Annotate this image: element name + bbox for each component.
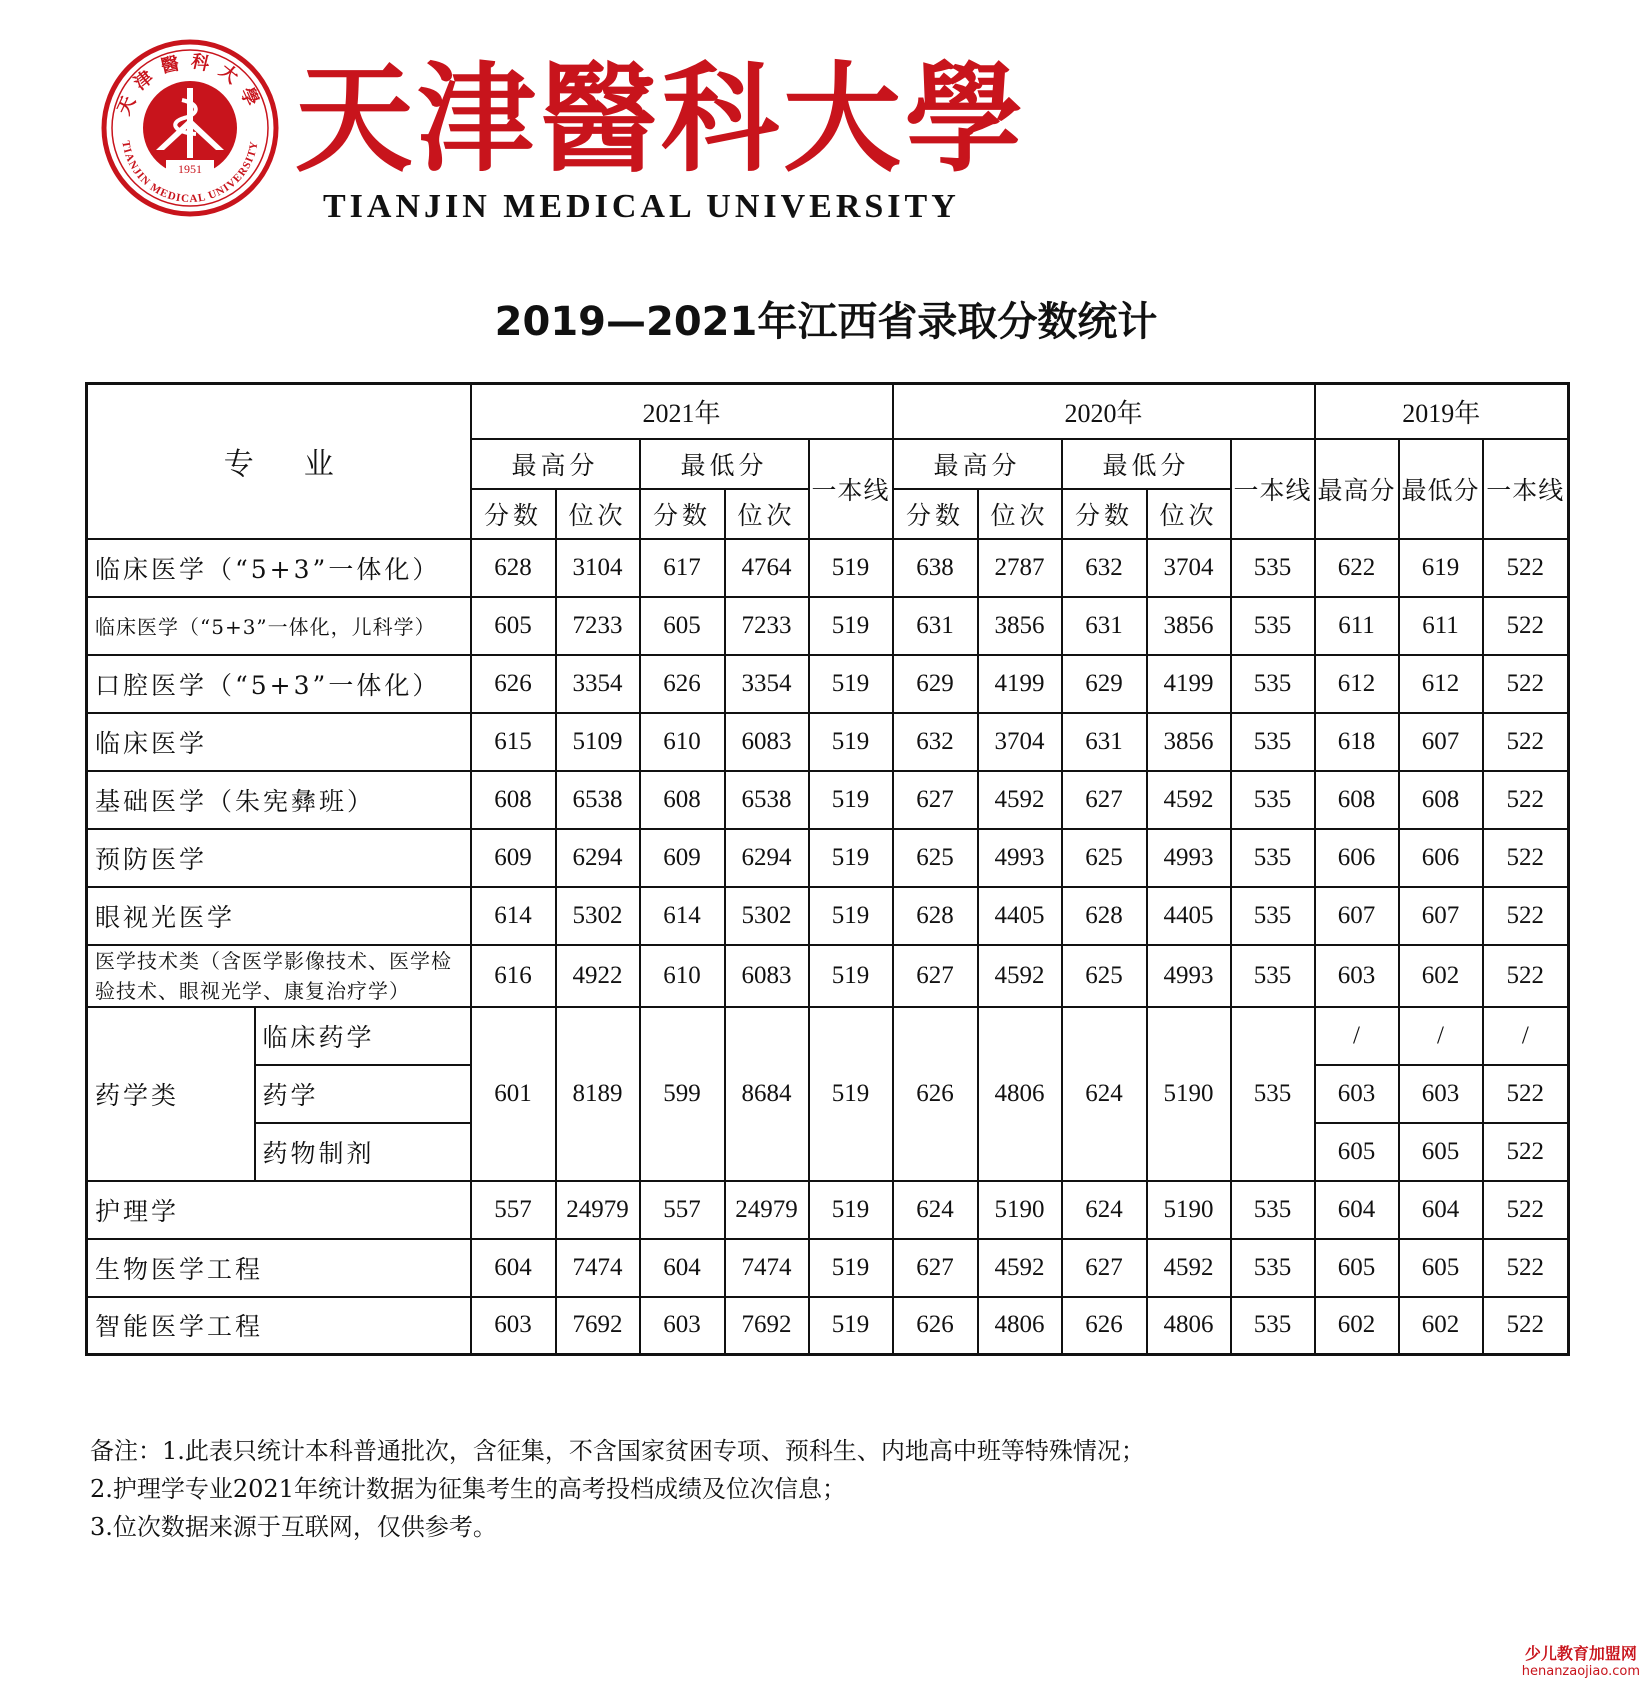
score-cell: 522: [1483, 1065, 1569, 1123]
score-cell: 606: [1315, 829, 1399, 887]
svg-text:天津醫科大學: 天津醫科大學: [113, 50, 267, 119]
university-header: [100, 38, 1028, 228]
score-cell: 5109: [556, 713, 640, 771]
score-cell: 535: [1231, 887, 1315, 945]
score-cell: 628: [471, 539, 556, 597]
score-cell: 522: [1483, 1181, 1569, 1239]
table-row: [87, 539, 1569, 597]
score-cell: 624: [1062, 1181, 1147, 1239]
score-cell: 624: [893, 1181, 978, 1239]
major-group-cell: 药学类: [87, 1007, 255, 1181]
score-cell: 3104: [556, 539, 640, 597]
score-cell: 522: [1483, 655, 1569, 713]
score-cell: 6538: [556, 771, 640, 829]
university-name-en: TIANJIN MEDICAL UNIVERSITY: [323, 188, 960, 225]
score-cell: 605: [1315, 1239, 1399, 1297]
score-cell: 3704: [978, 713, 1062, 771]
score-cell: 535: [1231, 1007, 1315, 1181]
score-cell: 599: [640, 1007, 725, 1181]
major-name-cell: 医学技术类（含医学影像技术、医学检验技术、眼视光学、康复治疗学）: [87, 945, 471, 1007]
score-cell: 535: [1231, 771, 1315, 829]
lowest-score-header: 最低分: [1399, 439, 1483, 539]
major-name-cell: 护理学: [87, 1181, 471, 1239]
university-seal-icon: [100, 38, 280, 218]
year-header-2019: 2019年: [1315, 384, 1569, 439]
score-cell: 6083: [725, 713, 809, 771]
score-cell: 608: [640, 771, 725, 829]
highest-score-header: 最高分: [1315, 439, 1399, 539]
score-cell: 631: [1062, 713, 1147, 771]
score-cell: 7233: [725, 597, 809, 655]
score-cell: 602: [1315, 1297, 1399, 1355]
table-row: [87, 1297, 1569, 1355]
score-subheader: 分数: [640, 489, 725, 539]
footnote-1: 备注：1.此表只统计本科普通批次，含征集，不含国家贫困专项、预科生、内地高中班等特殊情况；: [90, 1437, 1145, 1465]
sub-major-name-cell: 药物制剂: [255, 1123, 471, 1181]
score-cell: 610: [640, 945, 725, 1007]
score-cell: 3856: [978, 597, 1062, 655]
tier-line-header: 一本线: [1483, 439, 1569, 539]
score-cell: 7692: [556, 1297, 640, 1355]
score-cell: 628: [893, 887, 978, 945]
score-cell: 4592: [978, 945, 1062, 1007]
score-cell: 3354: [556, 655, 640, 713]
sub-major-name-cell: 临床药学: [255, 1007, 471, 1065]
footnote-3: 3.位次数据来源于互联网，仅供参考。: [90, 1513, 497, 1541]
highest-score-header: 最高分: [471, 439, 640, 489]
score-cell: 535: [1231, 1181, 1315, 1239]
score-cell: /: [1483, 1007, 1569, 1065]
score-cell: 632: [893, 713, 978, 771]
score-cell: 601: [471, 1007, 556, 1181]
rank-subheader: 位次: [725, 489, 809, 539]
tier-line-header: 一本线: [1231, 439, 1315, 539]
score-cell: 5302: [725, 887, 809, 945]
score-cell: 7692: [725, 1297, 809, 1355]
score-cell: 519: [809, 945, 893, 1007]
score-cell: 519: [809, 713, 893, 771]
score-cell: 603: [1315, 945, 1399, 1007]
score-cell: 535: [1231, 829, 1315, 887]
lowest-score-header: 最低分: [1062, 439, 1231, 489]
score-cell: 519: [809, 1239, 893, 1297]
score-cell: 4405: [978, 887, 1062, 945]
score-cell: 624: [1062, 1007, 1147, 1181]
score-cell: 604: [1315, 1181, 1399, 1239]
score-cell: 604: [640, 1239, 725, 1297]
score-cell: 627: [893, 771, 978, 829]
score-cell: 8189: [556, 1007, 640, 1181]
table-row: [87, 771, 1569, 829]
score-cell: 519: [809, 887, 893, 945]
score-cell: 609: [640, 829, 725, 887]
score-cell: 535: [1231, 655, 1315, 713]
highest-score-header: 最高分: [893, 439, 1062, 489]
score-cell: 626: [640, 655, 725, 713]
score-cell: 522: [1483, 1239, 1569, 1297]
tier-line-header: 一本线: [809, 439, 893, 539]
score-cell: 519: [809, 597, 893, 655]
score-cell: 4592: [978, 1239, 1062, 1297]
score-cell: 535: [1231, 597, 1315, 655]
score-cell: 629: [893, 655, 978, 713]
major-name-cell: 眼视光医学: [87, 887, 471, 945]
score-cell: 628: [1062, 887, 1147, 945]
score-subheader: 分数: [893, 489, 978, 539]
table-row: [87, 655, 1569, 713]
major-name-cell: 智能医学工程: [87, 1297, 471, 1355]
score-cell: 627: [893, 1239, 978, 1297]
major-name-cell: 预防医学: [87, 829, 471, 887]
table-row: [87, 829, 1569, 887]
score-cell: 631: [893, 597, 978, 655]
score-cell: 519: [809, 655, 893, 713]
document-title: 2019—2021年江西省录取分数统计: [494, 299, 1158, 345]
score-cell: 535: [1231, 1239, 1315, 1297]
table-row: [87, 887, 1569, 945]
score-cell: 608: [1315, 771, 1399, 829]
score-cell: 627: [1062, 771, 1147, 829]
score-cell: 519: [809, 1181, 893, 1239]
score-cell: 4405: [1147, 887, 1231, 945]
score-cell: 4592: [978, 771, 1062, 829]
score-cell: 5190: [978, 1181, 1062, 1239]
major-column-header: 专业: [87, 384, 471, 539]
major-name-cell: 临床医学（“5+3”一体化，儿科学）: [87, 597, 471, 655]
table-row: [87, 1007, 1569, 1065]
score-cell: 519: [809, 1007, 893, 1181]
site-watermark: [1518, 1639, 1644, 1681]
watermark-url: henanzaojiao.com: [1521, 1664, 1640, 1679]
score-cell: 535: [1231, 945, 1315, 1007]
table-row: [87, 1181, 1569, 1239]
major-name-cell: 生物医学工程: [87, 1239, 471, 1297]
score-cell: 4199: [1147, 655, 1231, 713]
score-cell: 604: [1399, 1181, 1483, 1239]
score-subheader: 分数: [471, 489, 556, 539]
year-header-2021: 2021年: [471, 384, 893, 439]
score-cell: 3704: [1147, 539, 1231, 597]
score-cell: 557: [471, 1181, 556, 1239]
score-cell: 519: [809, 771, 893, 829]
score-cell: 627: [893, 945, 978, 1007]
admission-score-table: [85, 382, 1570, 1356]
score-cell: 4806: [1147, 1297, 1231, 1355]
score-cell: 625: [893, 829, 978, 887]
major-name-cell: 口腔医学（“5+3”一体化）: [87, 655, 471, 713]
footnotes: [90, 1432, 1570, 1546]
score-cell: 603: [1315, 1065, 1399, 1123]
table-row: [87, 713, 1569, 771]
svg-text:1951: 1951: [178, 162, 202, 176]
score-cell: 519: [809, 539, 893, 597]
score-cell: 606: [1399, 829, 1483, 887]
year-header-2020: 2020年: [893, 384, 1315, 439]
score-cell: 631: [1062, 597, 1147, 655]
score-cell: 4806: [978, 1007, 1062, 1181]
score-cell: 522: [1483, 945, 1569, 1007]
footnote-2: 2.护理学专业2021年统计数据为征集考生的高考投档成绩及位次信息；: [90, 1475, 846, 1503]
score-cell: 522: [1483, 887, 1569, 945]
score-cell: 557: [640, 1181, 725, 1239]
score-cell: 626: [1062, 1297, 1147, 1355]
score-cell: 603: [640, 1297, 725, 1355]
score-cell: 614: [471, 887, 556, 945]
score-cell: 522: [1483, 829, 1569, 887]
score-cell: 603: [471, 1297, 556, 1355]
score-cell: 605: [640, 597, 725, 655]
table-row: [87, 945, 1569, 1007]
score-cell: 604: [471, 1239, 556, 1297]
score-cell: 612: [1315, 655, 1399, 713]
score-subheader: 分数: [1062, 489, 1147, 539]
score-cell: 603: [1399, 1065, 1483, 1123]
rank-subheader: 位次: [1147, 489, 1231, 539]
score-cell: 616: [471, 945, 556, 1007]
score-cell: 4993: [1147, 945, 1231, 1007]
score-cell: 3856: [1147, 597, 1231, 655]
score-cell: 607: [1315, 887, 1399, 945]
score-cell: 5190: [1147, 1181, 1231, 1239]
score-cell: 522: [1483, 539, 1569, 597]
score-cell: 605: [1399, 1123, 1483, 1181]
score-cell: 522: [1483, 1297, 1569, 1355]
score-cell: /: [1399, 1007, 1483, 1065]
score-cell: /: [1315, 1007, 1399, 1065]
score-cell: 8684: [725, 1007, 809, 1181]
score-cell: 625: [1062, 945, 1147, 1007]
table-row: [87, 597, 1569, 655]
score-cell: 6538: [725, 771, 809, 829]
score-cell: 4764: [725, 539, 809, 597]
score-cell: 626: [893, 1297, 978, 1355]
score-cell: 6294: [725, 829, 809, 887]
score-cell: 4592: [1147, 771, 1231, 829]
score-cell: 627: [1062, 1239, 1147, 1297]
score-cell: 607: [1399, 713, 1483, 771]
score-cell: 522: [1483, 771, 1569, 829]
score-cell: 2787: [978, 539, 1062, 597]
score-cell: 622: [1315, 539, 1399, 597]
score-cell: 602: [1399, 945, 1483, 1007]
score-cell: 617: [640, 539, 725, 597]
rank-subheader: 位次: [556, 489, 640, 539]
score-cell: 611: [1399, 597, 1483, 655]
score-cell: 4592: [1147, 1239, 1231, 1297]
score-cell: 6083: [725, 945, 809, 1007]
score-cell: 610: [640, 713, 725, 771]
score-cell: 4922: [556, 945, 640, 1007]
score-cell: 611: [1315, 597, 1399, 655]
score-cell: 4199: [978, 655, 1062, 713]
score-cell: 7474: [556, 1239, 640, 1297]
score-cell: 608: [1399, 771, 1483, 829]
sub-major-name-cell: 药学: [255, 1065, 471, 1123]
score-cell: 5190: [1147, 1007, 1231, 1181]
score-cell: 605: [1315, 1123, 1399, 1181]
score-cell: 607: [1399, 887, 1483, 945]
score-cell: 519: [809, 829, 893, 887]
major-name-cell: 临床医学: [87, 713, 471, 771]
major-name-cell: 基础医学（朱宪彝班）: [87, 771, 471, 829]
score-cell: 535: [1231, 1297, 1315, 1355]
score-cell: 535: [1231, 713, 1315, 771]
score-cell: 626: [471, 655, 556, 713]
score-cell: 609: [471, 829, 556, 887]
score-cell: 522: [1483, 1123, 1569, 1181]
score-cell: 3856: [1147, 713, 1231, 771]
score-cell: 615: [471, 713, 556, 771]
rank-subheader: 位次: [978, 489, 1062, 539]
score-cell: 632: [1062, 539, 1147, 597]
score-cell: 602: [1399, 1297, 1483, 1355]
score-cell: 638: [893, 539, 978, 597]
score-cell: 614: [640, 887, 725, 945]
score-cell: 522: [1483, 597, 1569, 655]
score-cell: 605: [471, 597, 556, 655]
svg-text:TIANJIN MEDICAL UNIVERSITY: TIANJIN MEDICAL UNIVERSITY: [119, 139, 261, 206]
score-cell: 519: [809, 1297, 893, 1355]
university-name-cn: 天津醫科大學: [295, 49, 1028, 188]
score-cell: 625: [1062, 829, 1147, 887]
score-cell: 4993: [978, 829, 1062, 887]
score-cell: 24979: [725, 1181, 809, 1239]
score-cell: 612: [1399, 655, 1483, 713]
score-cell: 608: [471, 771, 556, 829]
table-row: [87, 1239, 1569, 1297]
score-cell: 629: [1062, 655, 1147, 713]
score-cell: 4806: [978, 1297, 1062, 1355]
score-cell: 4993: [1147, 829, 1231, 887]
score-cell: 7233: [556, 597, 640, 655]
score-cell: 7474: [725, 1239, 809, 1297]
score-cell: 619: [1399, 539, 1483, 597]
score-cell: 24979: [556, 1181, 640, 1239]
score-cell: 522: [1483, 713, 1569, 771]
watermark-text: 少儿教育加盟网: [1524, 1644, 1637, 1663]
score-cell: 3354: [725, 655, 809, 713]
score-cell: 605: [1399, 1239, 1483, 1297]
lowest-score-header: 最低分: [640, 439, 809, 489]
major-name-cell: 临床医学（“5+3”一体化）: [87, 539, 471, 597]
score-cell: 535: [1231, 539, 1315, 597]
score-cell: 6294: [556, 829, 640, 887]
score-cell: 618: [1315, 713, 1399, 771]
score-cell: 626: [893, 1007, 978, 1181]
score-cell: 5302: [556, 887, 640, 945]
